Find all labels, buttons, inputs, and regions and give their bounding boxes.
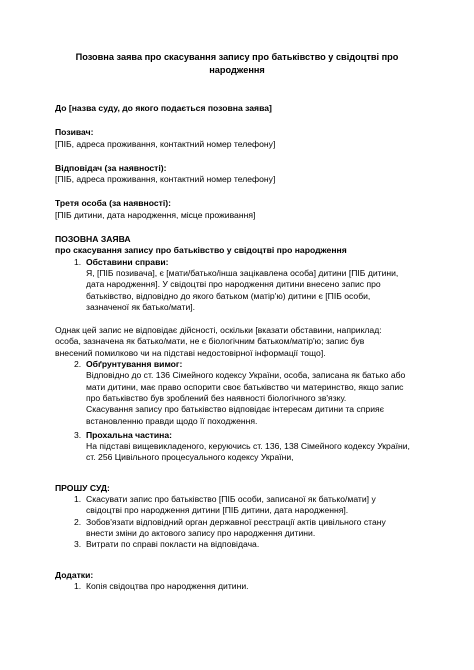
section-2-3-list [55,359,419,464]
section-1-line: батьківство, відповідно до якого батьком (матір'ю) дитини є [ПІБ особи, [86,290,371,301]
document-title [55,0,419,76]
section-1 [55,257,419,313]
prayer-item [55,517,419,540]
third-party-block [55,198,419,221]
circumstances-line: Однак цей запис не відповідає дійсності, оскільки [вказати обставини, наприклад: [55,325,382,336]
prayer-item [55,539,419,550]
section-1-line: зазначеної як батько/мати]. [86,301,196,312]
prayer-item-number: 2. [74,516,82,527]
defendant-label: Відповідач (за наявності): [55,162,167,173]
section-1-label: Обставини справи: [86,256,169,267]
attachment-item [55,581,419,592]
section-1-line: дата народження]. У свідоцтві про народження дитини внесено запис про [86,279,381,290]
defendant-value: [ПІБ, адреса проживання, контактний номер телефону] [55,174,276,185]
prayer-item-line: свідоцтві про народження дитини [ПІБ дитини, дата народження]. [86,505,349,516]
section-1-list [55,257,419,313]
section-3-line: На підставі вищевикладеного, керуючись ст. 136, 138 Сімейного кодексу України, [86,441,410,452]
prayer-item-line: Скасувати запис про батьківство [ПІБ особи, записаної як батько/мати] у [86,494,376,505]
attachments-list [55,581,419,592]
section-2-line: про батьківство був зроблений без наявності біологічного зв'язку. [86,392,347,403]
plaintiff-value: [ПІБ, адреса проживання, контактний номер телефону] [55,138,276,149]
third-party-value: [ПІБ дитини, дата народження, місце проживання] [55,209,256,220]
claim-heading: ПОЗОВНА ЗАЯВА [55,234,131,245]
document-title-text: Позовна заява про скасування запису про батьківство у свідоцтві про народження [75,52,399,75]
section-2-label: Обґрунтування вимог: [86,359,183,370]
section-2-line: встановленню правди щодо її походження. [86,415,258,426]
prayer-list [55,494,419,550]
section-3-line: ст. 256 Цивільного процесуального кодексу України, [86,452,294,463]
prayer-item-line: Зобов'язати відповідний орган державної реєстрації актів цивільного стану [86,516,386,527]
claim-subheading: про скасування запису про батьківство у свідоцтві про народження [55,245,347,256]
section-2-line: Відповідно до ст. 136 Сімейного кодексу України, особа, записана як батько або [86,370,406,381]
third-party-label: Третя особа (за наявності): [55,198,171,209]
prayer-item-line: внести зміни до актового запису про народження дитини. [86,527,316,538]
plaintiff-block [55,127,419,150]
section-1-line: Я, [ПІБ позивача], є [мати/батько/інша зацікавлена особа] дитини [ПІБ дитини, [86,267,399,278]
court-addressee: До [назва суду, до якого подається позовна заява] [55,103,272,113]
circumstances-line: внесений помилково чи на підставі недостовірної інформації тощо]. [55,347,326,358]
defendant-block [55,163,419,186]
section-2 [55,359,419,427]
claim-heading-block [55,234,419,257]
section-3-label: Прохальна частина: [86,429,172,440]
plaintiff-label: Позивач: [55,127,94,138]
attachment-item-line: Копія свідоцтва про народження дитини. [86,580,249,591]
prayer-item [55,494,419,517]
prayer-item-number: 1. [74,494,82,505]
attachments-heading: Додатки: [55,569,94,580]
section-2-line: мати дитини, має право оспорити своє батьківство чи материнство, якщо запис [86,381,404,392]
section-1-number: 1. [74,256,82,267]
section-3 [55,430,419,464]
circumstances-line: особа, зазначена як батько/мати, не є біологічним батьком/матір'ю; запис був [55,336,365,347]
section-3-number: 3. [74,429,82,440]
attachment-item-number: 1. [74,580,82,591]
circumstances-paragraph [55,325,419,359]
prayer-item-line: Витрати по справі покласти на відповідача. [86,539,260,550]
section-2-line: Скасування запису про батьківство відповідає інтересам дитини та сприяє [86,404,385,415]
section-2-number: 2. [74,359,82,370]
prayer-heading: ПРОШУ СУД: [55,482,110,493]
prayer-item-number: 3. [74,539,82,550]
